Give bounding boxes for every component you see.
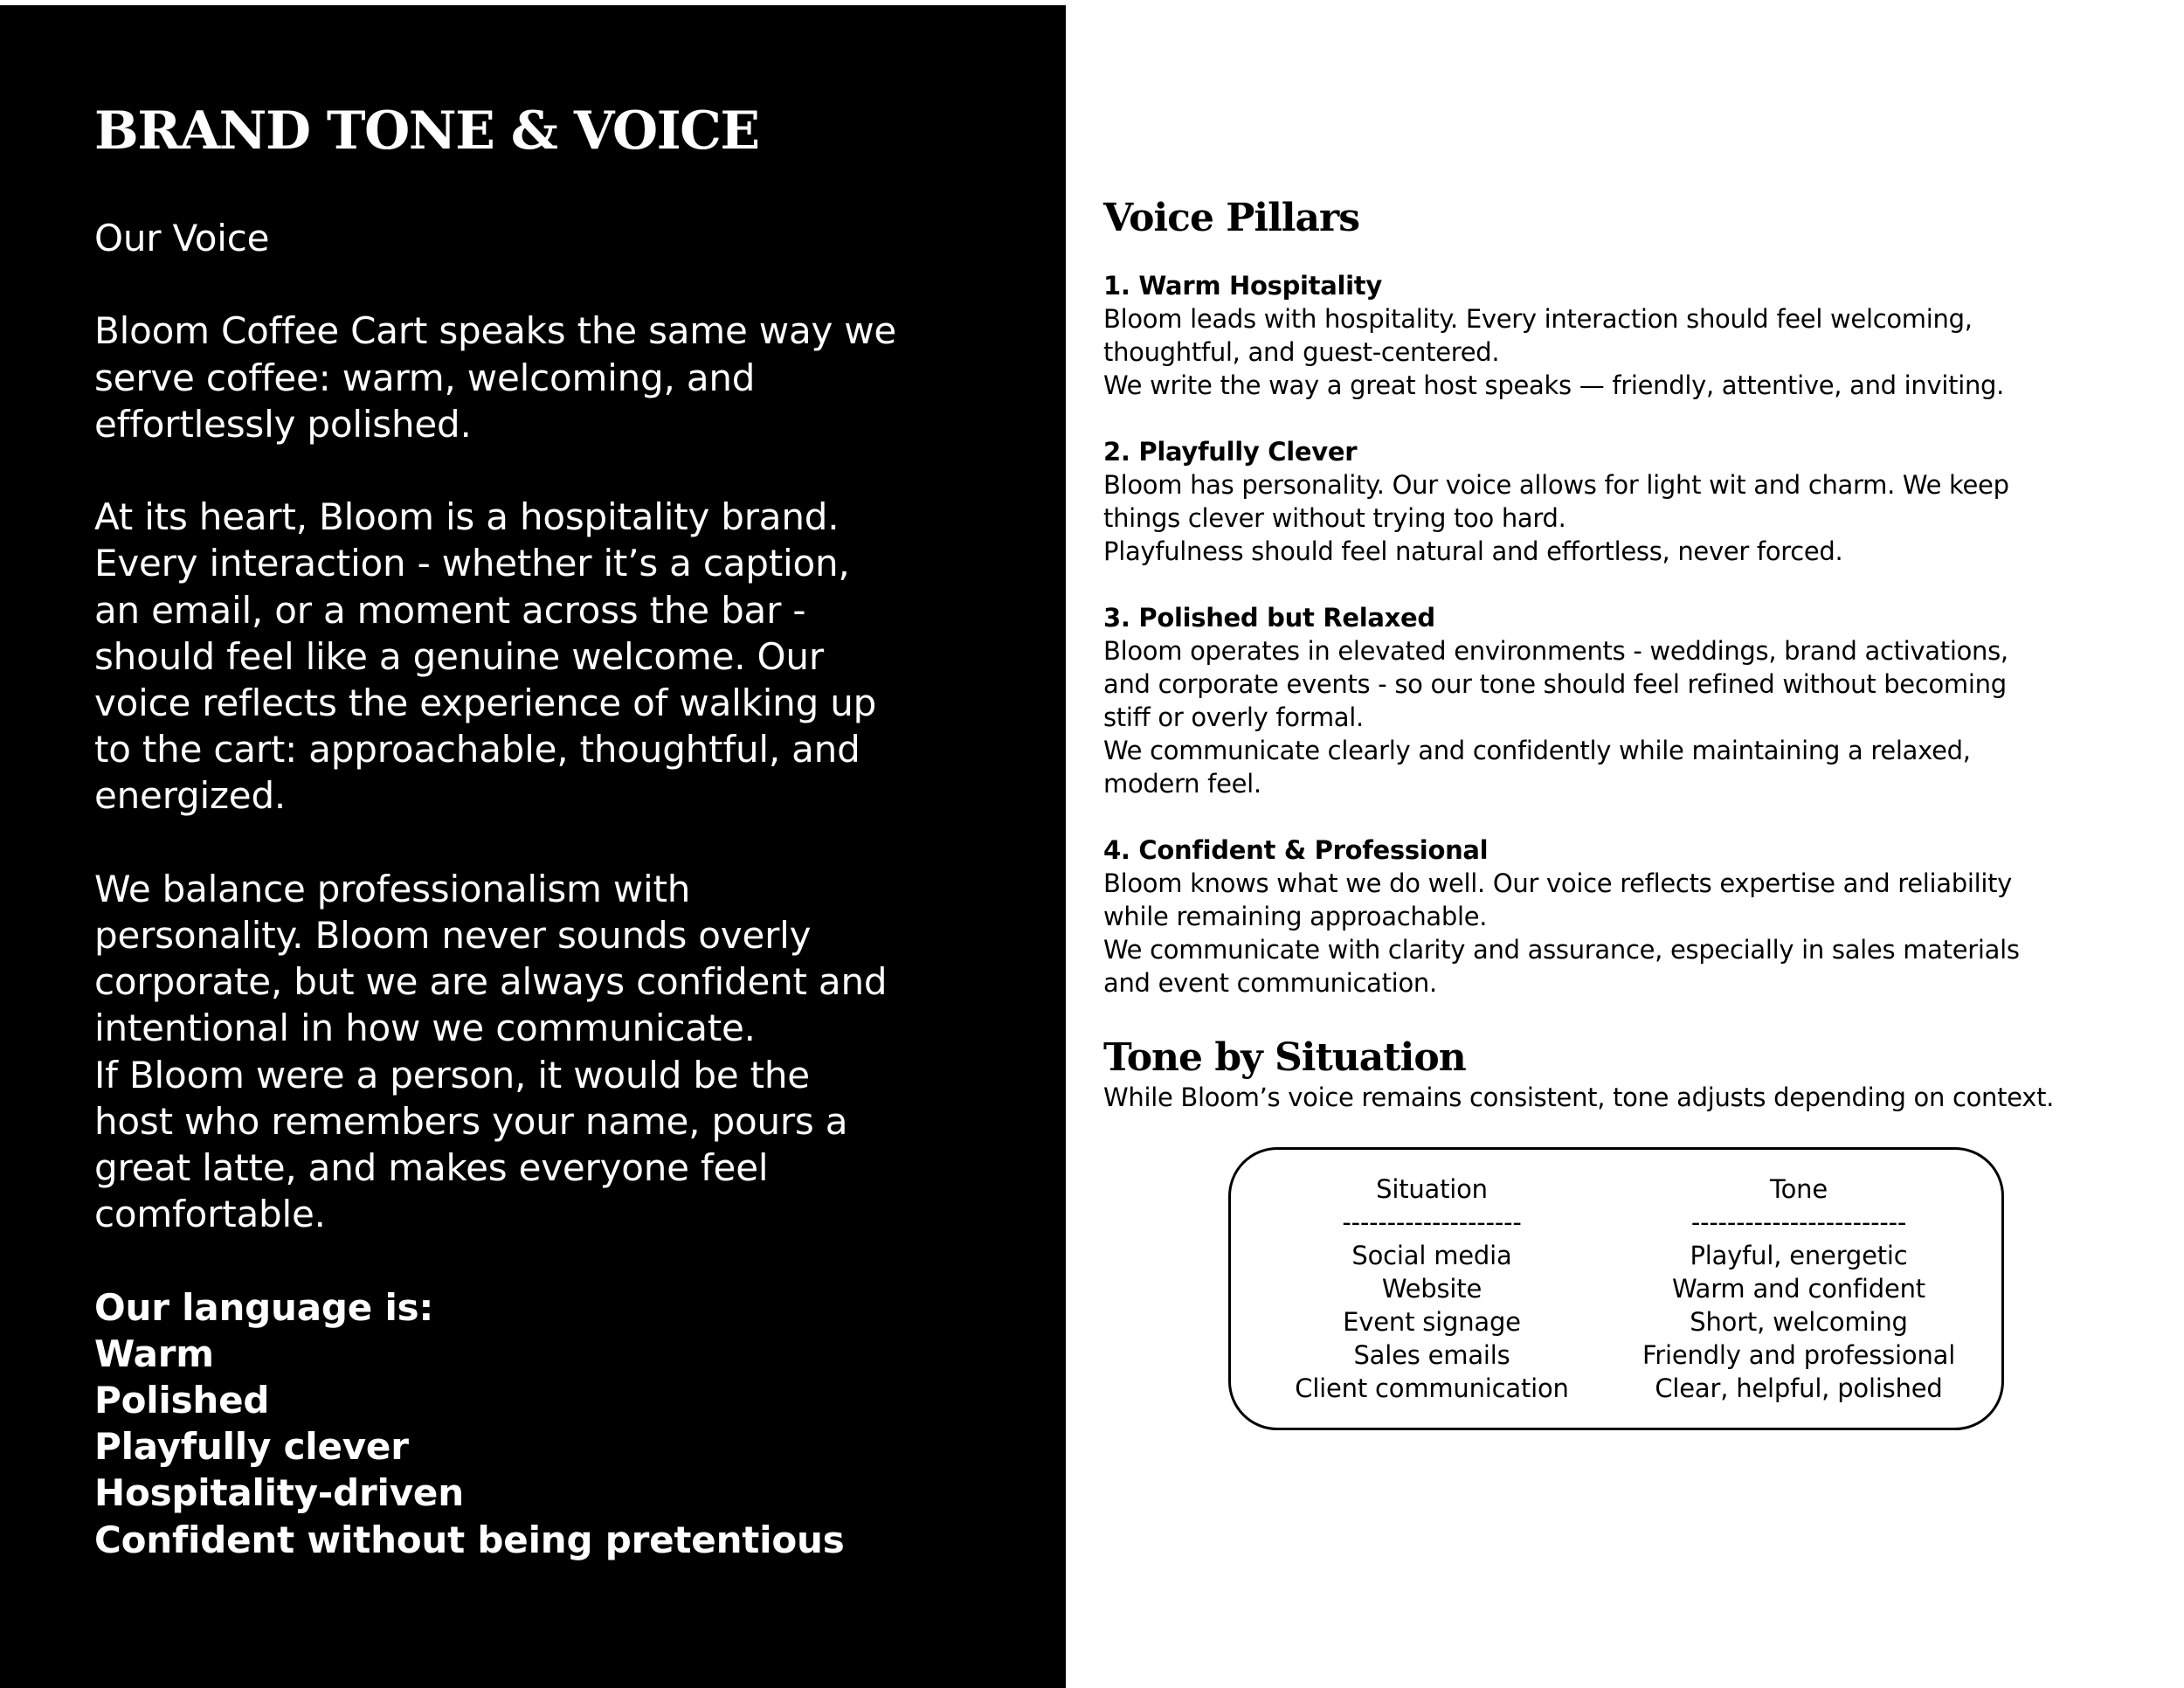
pillar-line: We communicate with clarity and assurance, especially in sales materials: [1103, 935, 2020, 965]
language-item: Hospitality-driven: [94, 1471, 464, 1515]
situation-cell: Event signage: [1343, 1307, 1521, 1337]
situation-cell: Client communication: [1295, 1373, 1569, 1403]
page-title: BRAND TONE & VOICE: [94, 100, 759, 162]
voice-pillars-heading: Voice Pillars: [1103, 196, 1359, 240]
pillar-title: 3. Polished but Relaxed: [1103, 603, 1435, 633]
spacer: [94, 820, 1038, 866]
pillar-line: modern feel.: [1103, 769, 1261, 799]
language-item: Warm: [94, 1332, 214, 1375]
voice-panel: [0, 5, 1066, 1688]
situation-divider: --------------------: [1342, 1207, 1522, 1237]
situation-cell: Social media: [1351, 1241, 1512, 1270]
pillar-line: We write the way a great host speaks — friendly, attentive, and inviting.: [1103, 370, 2005, 400]
pillar-line: while remaining approachable.: [1103, 902, 1488, 931]
pillar-line: and corporate events - so our tone should feel refined without becoming: [1103, 669, 2007, 699]
tone-cell: Short, welcoming: [1690, 1307, 1908, 1337]
voice-paragraph-3: We balance professionalism with personality. Bloom never sounds overly corporate, but we are always confident and intentional in how we communicate. If Bloom were a person, it would be the host who remembers your name, pours a great latte, and makes everyone feel comfortable.: [94, 867, 888, 1236]
tone-cell: Clear, helpful, polished: [1655, 1373, 1943, 1403]
pillar-title: 2. Playfully Clever: [1103, 437, 1358, 467]
pillar-line: and event communication.: [1103, 968, 1437, 998]
situation-cell: Sales emails: [1353, 1340, 1510, 1370]
spacer: [94, 261, 1038, 308]
situation-header: Situation: [1376, 1174, 1488, 1204]
tone-cell: Warm and confident: [1672, 1274, 1925, 1304]
situation-column: [1248, 1173, 1615, 1405]
language-item: Confident without being pretentious: [94, 1518, 845, 1561]
spacer: [94, 447, 1038, 494]
our-voice-heading: Our Voice: [94, 217, 270, 259]
pillar-line: Bloom operates in elevated environments - weddings, brand activations,: [1103, 636, 2008, 666]
tone-column: [1607, 1173, 1991, 1405]
pillar-line: We communicate clearly and confidently while maintaining a relaxed,: [1103, 736, 1971, 765]
pillar-line: thoughtful, and guest-centered.: [1103, 337, 1500, 367]
pillar-confident-professional: [1103, 834, 2184, 1000]
pillar-warm-hospitality: [1103, 269, 2184, 402]
pillar-line: Bloom leads with hospitality. Every interaction should feel welcoming,: [1103, 304, 1973, 334]
pillar-polished-relaxed: [1103, 601, 2184, 800]
language-item: Playfully clever: [94, 1425, 409, 1469]
pillar-title: 1. Warm Hospitality: [1103, 271, 1382, 301]
voice-body: [94, 215, 1038, 1563]
pillar-title: 4. Confident & Professional: [1103, 835, 1489, 865]
spacer: [94, 1237, 1038, 1283]
situation-cell: Website: [1381, 1274, 1482, 1304]
pillar-playfully-clever: [1103, 435, 2184, 568]
pillar-line: things clever without trying too hard.: [1103, 503, 1566, 533]
voice-pillars-list: [1103, 269, 2184, 1033]
tone-cell: Playful, energetic: [1690, 1241, 1908, 1270]
language-item: Polished: [94, 1379, 270, 1422]
pillar-line: Bloom has personality. Our voice allows for light wit and charm. We keep: [1103, 470, 2009, 500]
voice-paragraph-1: Bloom Coffee Cart speaks the same way we serve coffee: warm, welcoming, and effortlessly polished.: [94, 309, 897, 446]
language-heading: Our language is:: [94, 1285, 434, 1329]
tone-divider: ------------------------: [1690, 1207, 1907, 1237]
tone-table: [1228, 1147, 2004, 1430]
pillar-line: Bloom knows what we do well. Our voice reflects expertise and reliability: [1103, 868, 2013, 898]
tone-cell: Friendly and professional: [1641, 1340, 1956, 1370]
pillar-line: stiff or overly formal.: [1103, 702, 1364, 732]
tone-intro: While Bloom’s voice remains consistent, tone adjusts depending on context.: [1103, 1083, 2055, 1112]
tone-header: Tone: [1770, 1174, 1828, 1204]
language-list: [94, 1284, 1038, 1563]
voice-paragraph-2: At its heart, Bloom is a hospitality brand. Every interaction - whether it’s a caption, an email, or a moment across the bar - should feel like a genuine welcome. Our voice reflects the experience of walking up to the cart: approachable, thoughtful, and energized.: [94, 495, 877, 818]
pillar-line: Playfulness should feel natural and effortless, never forced.: [1103, 536, 1843, 566]
tone-by-situation-heading: Tone by Situation: [1103, 1035, 1466, 1080]
